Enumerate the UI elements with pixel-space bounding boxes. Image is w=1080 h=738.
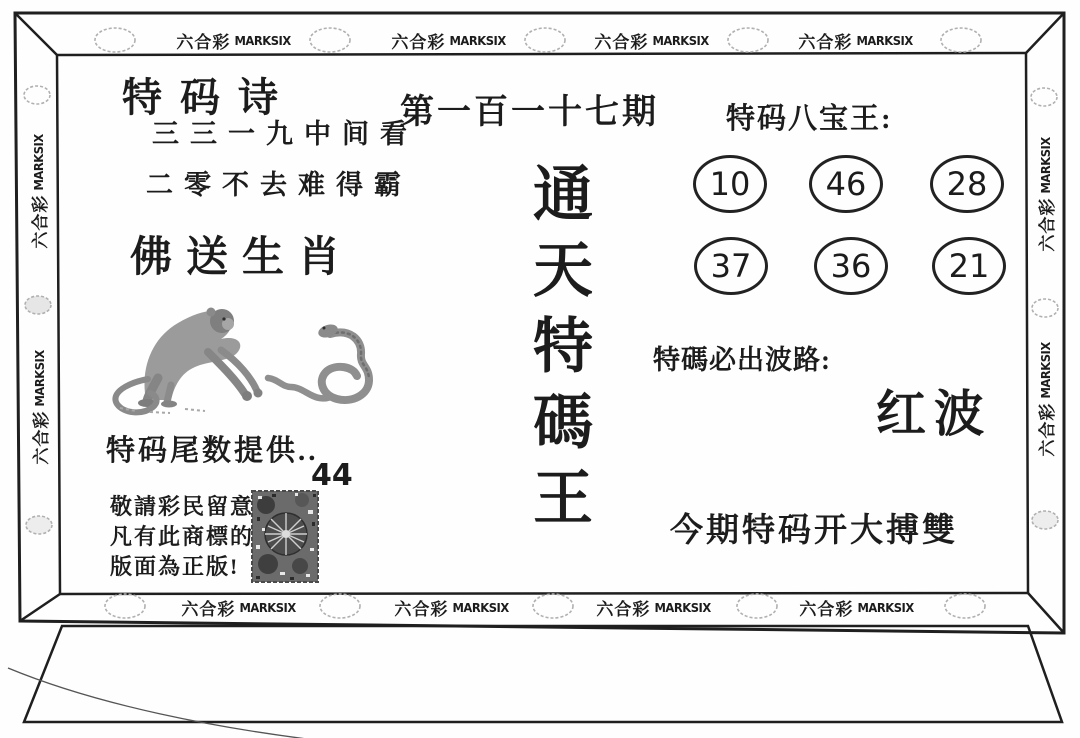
lucky-number: 28 (946, 165, 988, 203)
border-label-latin: MARKSIX (1037, 136, 1053, 194)
lucky-number-circle (694, 237, 768, 295)
bottom-pedestal (24, 626, 1062, 722)
big-small-tip: 今期特码开大搏雙 (670, 513, 958, 549)
oval-mark (320, 594, 360, 618)
border-label-top-3 (588, 27, 718, 53)
oval-mark (728, 28, 768, 52)
border-label-cjk: 六合彩 (394, 599, 449, 620)
lucky-number-circle (932, 237, 1006, 295)
oval-mark (25, 296, 51, 314)
border-label-bottom-3 (590, 594, 720, 620)
border-label-latin: MARKSIX (239, 599, 297, 615)
oval-mark (525, 28, 565, 52)
lucky-number-circle (809, 155, 883, 213)
poem-line-2: 二零不去难得霸 (146, 170, 412, 200)
authenticity-notice (110, 492, 254, 582)
lucky-number: 37 (710, 247, 752, 285)
lucky-number: 36 (830, 247, 872, 285)
oval-mark (945, 594, 985, 618)
border-label-latin: MARKSIX (452, 599, 510, 615)
issue-title: 第一百一十七期 (400, 94, 659, 131)
border-label-right-1 (1032, 128, 1058, 258)
oval-mark (95, 28, 135, 52)
border-label-top-4 (792, 27, 922, 53)
border-label-cjk: 六合彩 (1037, 197, 1058, 252)
border-label-top-1 (170, 27, 300, 53)
poem-line-1: 三三一九中间看 (152, 119, 418, 149)
notice-line-1: 敬請彩民留意 (110, 494, 255, 519)
lucky-number-circle (930, 155, 1004, 213)
border-label-bottom-2 (388, 594, 518, 620)
border-label-cjk: 六合彩 (181, 599, 236, 620)
border-label-right-2 (1032, 333, 1058, 463)
wave-title: 特碼必出波路: (653, 345, 831, 375)
oval-mark (737, 594, 777, 618)
notice-line-3: 版面為正版! (110, 554, 240, 579)
border-label-cjk: 六合彩 (176, 32, 231, 53)
border-label-latin: MARKSIX (234, 32, 292, 48)
border-label-latin: MARKSIX (652, 32, 710, 48)
wave-value: 红波 (876, 386, 992, 442)
border-label-latin: MARKSIX (31, 349, 47, 407)
border-label-left-1 (25, 125, 51, 255)
border-label-bottom-1 (175, 594, 305, 620)
border-label-cjk: 六合彩 (1037, 402, 1058, 457)
oval-mark (533, 594, 573, 618)
corner-miter (1026, 13, 1064, 53)
trademark-stamp (252, 491, 318, 582)
lucky-number-circle (693, 155, 767, 213)
border-label-cjk: 六合彩 (799, 599, 854, 620)
oval-mark (1032, 299, 1058, 317)
eight-treasures-title: 特码八宝王: (726, 103, 893, 135)
tail-title: 特码尾数提供.. (106, 435, 319, 467)
oval-mark (1031, 88, 1057, 106)
oval-mark (26, 516, 52, 534)
main-title: 通天特碼王 (525, 162, 591, 542)
lucky-number: 10 (709, 165, 751, 203)
border-label-cjk: 六合彩 (30, 194, 51, 249)
lucky-number-circle (814, 237, 888, 295)
tail-number: 44 (311, 458, 353, 493)
oval-mark (310, 28, 350, 52)
corner-miter (15, 13, 57, 55)
border-label-latin: MARKSIX (1037, 341, 1053, 399)
oval-mark (24, 86, 50, 104)
stray-scan-line (8, 668, 368, 738)
monkey-icon (115, 308, 262, 414)
lucky-number: 46 (825, 165, 867, 203)
border-label-cjk: 六合彩 (31, 410, 52, 465)
corner-miter (20, 594, 60, 621)
border-label-cjk: 六合彩 (596, 599, 651, 620)
border-label-cjk: 六合彩 (798, 32, 853, 53)
border-label-latin: MARKSIX (857, 599, 915, 615)
notice-line-2: 凡有此商標的 (110, 524, 255, 549)
oval-mark (1032, 511, 1058, 529)
snake-icon (268, 322, 369, 400)
zodiac-title: 佛送生肖 (130, 235, 355, 281)
oval-mark (941, 28, 981, 52)
border-label-cjk: 六合彩 (391, 32, 446, 53)
border-label-latin: MARKSIX (856, 32, 914, 48)
border-label-cjk: 六合彩 (594, 32, 649, 53)
border-label-left-2 (26, 341, 52, 471)
lucky-number: 21 (948, 247, 990, 285)
corner-miter (1028, 593, 1064, 633)
border-label-latin: MARKSIX (449, 32, 507, 48)
poem-title: 特码诗 (122, 75, 296, 120)
border-label-bottom-4 (793, 594, 923, 620)
border-label-latin: MARKSIX (30, 133, 46, 191)
border-label-top-2 (385, 27, 515, 53)
oval-mark (105, 594, 145, 618)
border-label-latin: MARKSIX (654, 599, 712, 615)
